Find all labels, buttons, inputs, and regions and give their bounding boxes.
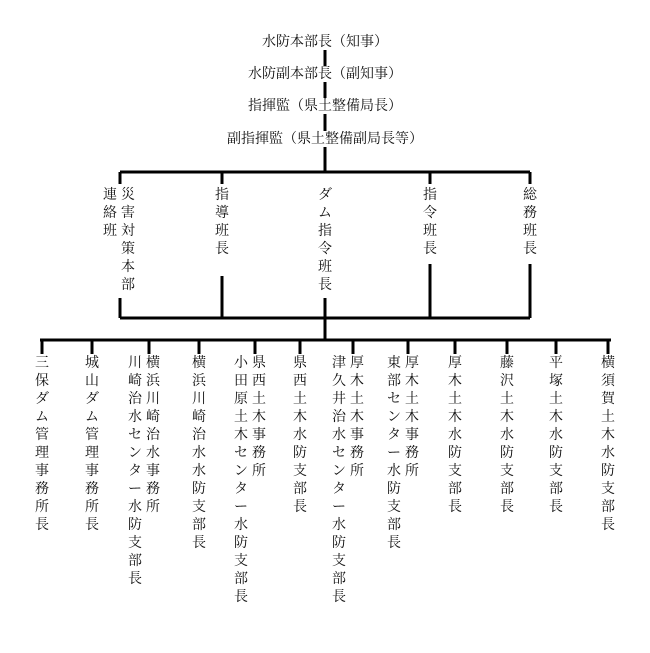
branch-10 (499, 354, 515, 516)
section-head-4 (422, 186, 438, 258)
branch-7-line-2: 津久井治水センター水防支部長 (332, 355, 346, 605)
branch-5-line-1: 県西土木事務所 (252, 355, 266, 479)
section-head-5-line-1: 総務班長 (523, 187, 537, 257)
section-head-2-line-1: 指導班長 (215, 187, 229, 257)
branch-10-line-1: 藤沢土木水防支部長 (500, 355, 514, 515)
section-head-3-line-1: ダム指令班長 (318, 187, 332, 293)
branch-drops (42, 340, 608, 354)
section-head-3 (317, 186, 333, 294)
branch-2 (84, 354, 100, 534)
chain-item-2: 水防副本部長（副知事） (248, 66, 402, 82)
branch-8 (386, 354, 420, 552)
branch-11-line-1: 平塚土木水防支部長 (549, 355, 563, 515)
branch-11 (548, 354, 564, 516)
branch-9-line-1: 厚木土木水防支部長 (448, 355, 462, 515)
section-head-2 (214, 186, 230, 258)
branch-7-line-1: 厚木土木事務所 (350, 355, 364, 479)
branch-1 (34, 354, 50, 534)
branch-9 (447, 354, 463, 516)
branch-6 (292, 354, 308, 516)
branch-3-line-1: 横浜川崎治水事務所 (146, 355, 160, 515)
section-head-1-line-1: 災害対策本部 (121, 187, 135, 293)
branch-3-line-2: 川崎治水センター水防支部長 (128, 355, 142, 587)
branch-5 (233, 354, 267, 606)
chain-item-1: 水防本部長（知事） (262, 34, 388, 50)
section-head-1-line-2: 連絡班 (103, 187, 117, 239)
branch-3 (127, 354, 161, 588)
branch-6-line-1: 県西土木水防支部長 (293, 355, 307, 515)
section-head-1 (102, 186, 136, 294)
branch-12-line-1: 横須賀土木水防支部長 (601, 355, 615, 533)
chain-item-3: 指揮監（県土整備局長） (248, 98, 402, 114)
section-head-4-line-1: 指令班長 (423, 187, 437, 257)
branch-5-line-2: 小田原土木センター水防支部長 (234, 355, 248, 605)
branch-2-line-1: 城山ダム管理事務所長 (85, 355, 99, 533)
branch-8-line-2: 東部センター水防支部長 (387, 355, 401, 551)
branch-8-line-1: 厚木土木事務所 (405, 355, 419, 479)
chain-item-4: 副指揮監（県土整備副局長等） (227, 131, 423, 147)
branch-12 (600, 354, 616, 534)
branch-4-line-1: 横浜川崎治水水防支部長 (192, 355, 206, 551)
branch-4 (191, 354, 207, 552)
branch-7 (331, 354, 365, 606)
branch-1-line-1: 三保ダム管理事務所長 (35, 355, 49, 533)
section-head-5 (522, 186, 538, 258)
